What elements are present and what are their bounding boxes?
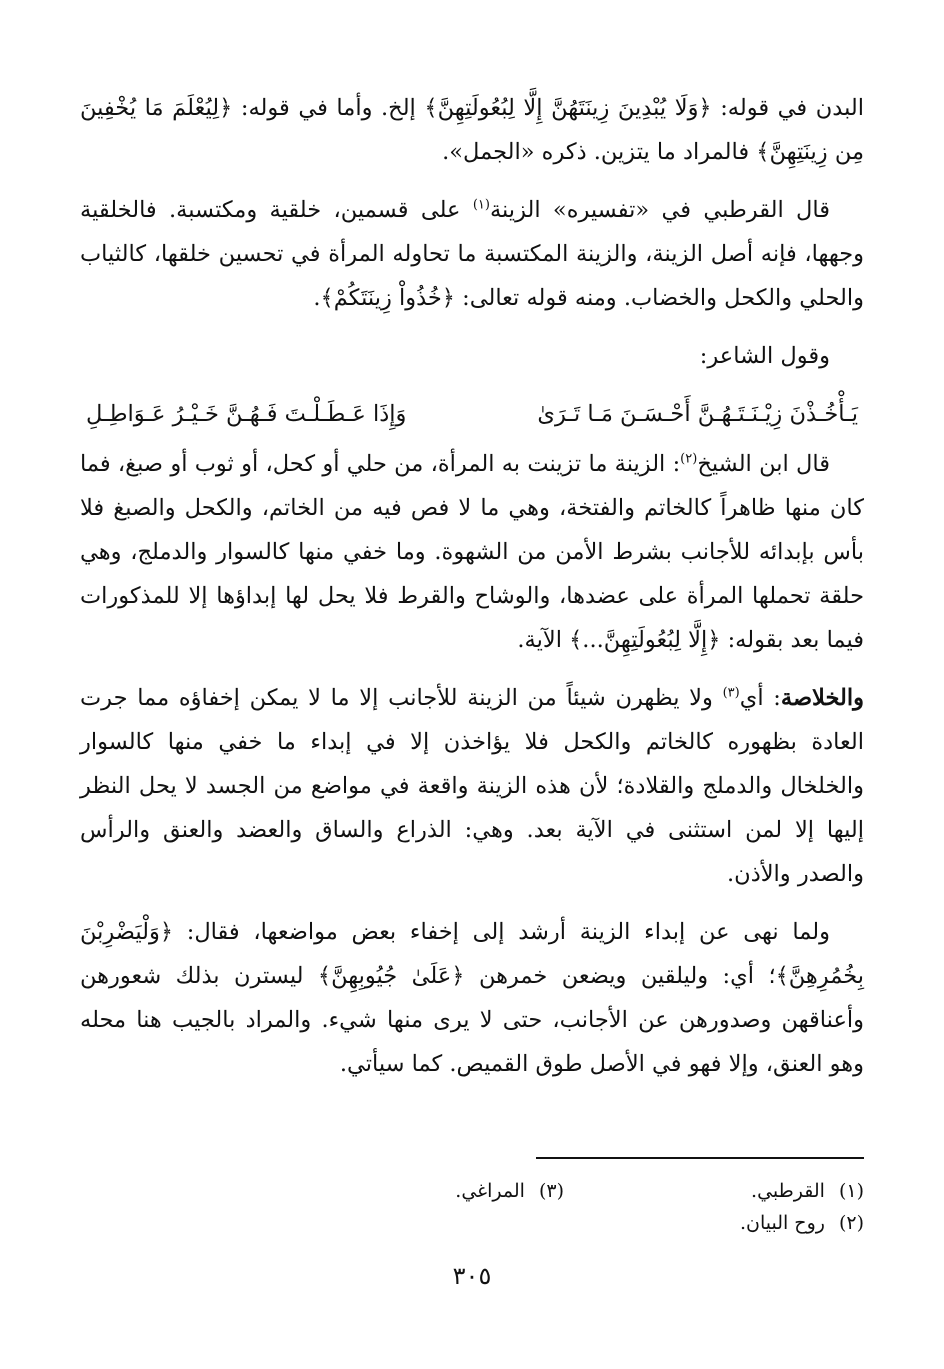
paragraph-2-text-b: على قسمين، خلقية ومكتسبة. فالخلقية وجهها، فإنه أصل الزينة، والزينة المكتسبة ما تحاوله المرأة في تحسين خلقها، كالثياب والحلي والكحل والخضاب. ومنه قوله تعالى: ﴿خُذُواْ زِينَتَكُمْ﴾.	[80, 197, 864, 311]
paragraph-4-text-a: قال ابن الشيخ	[697, 451, 830, 477]
footnote-row-1	[80, 1175, 864, 1207]
footnote-text: روح البيان.	[739, 1212, 825, 1234]
page-number: ٣٠٥	[452, 1262, 492, 1290]
footnote-text: المراغي.	[455, 1180, 525, 1202]
verse-second-hemistich: وَإِذَا عَـطَـلْـتَ فَـهُـنَّ خَـيْـرُ عَـوَاطِـلِ	[86, 401, 407, 427]
footnote-number: (١)	[838, 1180, 864, 1202]
verse-first-hemistich: يَـأْخُـذْنَ زِيْـنَـتَـهُـنَّ أَحْـسَـنَ مَـا تَـرَىٰ	[537, 401, 858, 427]
footnotes	[80, 1175, 864, 1239]
summary-heading: والخلاصة	[780, 685, 864, 711]
page-body	[80, 86, 864, 1086]
paragraph-4	[80, 442, 864, 662]
footnote-ref-1[interactable]: (١)	[472, 197, 490, 213]
paragraph-1-text: البدن في قوله: ﴿وَلَا يُبْدِينَ زِينَتَهُنَّ إِلَّا لِبُعُولَتِهِنَّ﴾ إلخ. وأما في قوله: ﴿لِيُعْلَمَ مَا يُخْفِينَ مِن زِينَتِهِنَّ﴾ فالمراد ما يتزين. ذكره «الجمل».	[80, 95, 864, 165]
footnote-ref-2[interactable]: (٢)	[680, 451, 698, 467]
paragraph-6-text: ولما نهى عن إبداء الزينة أرشد إلى إخفاء بعض مواضعها، فقال: ﴿وَلْيَضْرِبْنَ بِخُمُرِهِنَّ﴾؛ أي: وليلقين ويضعن خمرهن ﴿عَلَىٰ جُيُوبِهِنَّ﴾ ليسترن بذلك شعورهن وأعناقهن وصدورهن عن الأجانب، حتى لا يرى منها شيء. والمراد بالجيب هنا محله وهو العنق، وإلا فهو في الأصل طوق القميص. كما سيأتي.	[80, 919, 864, 1077]
footnote-number: (٣)	[538, 1180, 564, 1202]
paragraph-3-text: وقول الشاعر:	[699, 343, 830, 369]
paragraph-3	[80, 334, 864, 378]
footnote-3	[264, 1175, 564, 1207]
footnote-2	[564, 1207, 864, 1239]
footnote-text: القرطبي.	[751, 1180, 825, 1202]
paragraph-1	[80, 86, 864, 174]
paragraph-4-text-b: : الزينة ما تزينت به المرأة، من حلي أو كحل، أو ثوب أو صبغ، فما كان منها ظاهراً كالخاتم والفتخة، وهي ما لا فص فيه من الخاتم، والكحل والصبغ فلا بأس بإبدائه للأجانب بشرط الأمن من الشهوة. وما خفي منها كالسوار والدملج، وهي حلقة تحملها المرأة على عضدها، والوشاح والقرط فلا يحل لها إبداؤها إلا للمذكورات فيما بعد بقوله: ﴿إِلَّا لِبُعُولَتِهِنَّ...﴾ الآية.	[80, 451, 864, 653]
paragraph-2-text-a: قال القرطبي في «تفسيره» الزينة	[489, 197, 830, 223]
footnote-row-2	[80, 1207, 864, 1239]
footnote-divider	[536, 1157, 864, 1159]
paragraph-5-text-a: : أي	[739, 685, 781, 711]
paragraph-5	[80, 676, 864, 896]
paragraph-2	[80, 188, 864, 320]
paragraph-6	[80, 910, 864, 1086]
footnote-ref-3[interactable]: (٣)	[722, 685, 740, 701]
footnote-number: (٢)	[838, 1212, 864, 1234]
paragraph-5-text-b: ولا يظهرن شيئاً من الزينة للأجانب إلا ما لا يمكن إخفاؤه مما جرت العادة بظهوره كالخاتم والكحل فلا يؤاخذن إلا في إبداء ما خفي منها كالسوار والخلخال والدملج والقلادة؛ لأن هذه الزينة واقعة في مواضع من الجسد لا يحل النظر إليها إلا لمن استثنى في الآية بعد. وهي: الذراع والساق والعضد والعنق والرأس والصدر والأذن.	[80, 685, 864, 887]
poetry-verse	[80, 392, 864, 436]
footnote-1	[564, 1175, 864, 1207]
